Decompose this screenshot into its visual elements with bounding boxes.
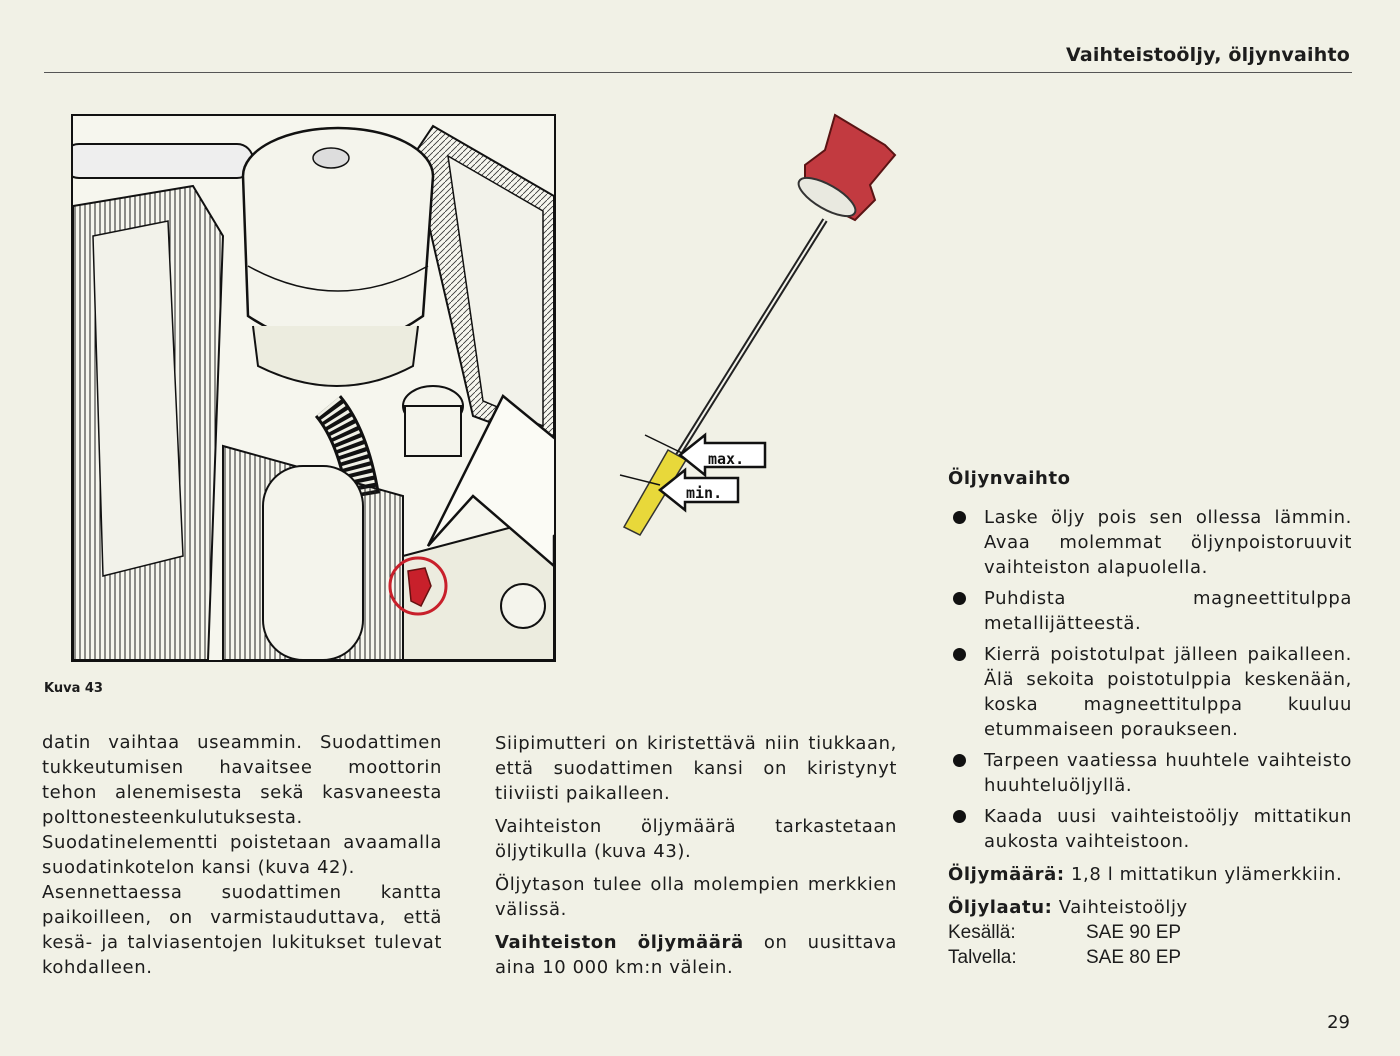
text-column-2 — [495, 731, 897, 988]
list-item — [948, 586, 1352, 636]
bold-term: Vaihteiston öljymäärä — [495, 932, 744, 953]
oil-quality-value: Vaihteistoöljy — [1052, 897, 1188, 918]
summer-oil-row — [948, 920, 1352, 945]
list-item-text: Laske öljy pois sen ollessa lämmin. Avaa molemmat öljynpoistoruuvit vaihteiston alapuolella. — [984, 507, 1352, 578]
list-item-text: Puhdista magneettitulppa metallijätteestä. — [984, 588, 1352, 634]
list-item-text: Kaada uusi vaihteistoöljy mittatikun aukosta vaihteistoon. — [984, 806, 1352, 852]
figure-caption: Kuva 43 — [44, 681, 103, 696]
summer-label: Kesällä: — [948, 922, 1016, 943]
list-item — [948, 505, 1352, 580]
header-divider — [44, 72, 1352, 73]
text-column-3 — [948, 466, 1352, 970]
dipstick-illustration — [600, 105, 910, 549]
engine-illustration — [71, 114, 556, 662]
winter-oil-row — [948, 945, 1352, 970]
bullet-icon — [953, 810, 966, 823]
instruction-list — [948, 505, 1352, 854]
paragraph-text: on uusittava aina 10 000 km:n välein. — [495, 932, 897, 978]
text-column-1 — [42, 730, 442, 980]
oil-quality-label: Öljylaatu: — [948, 897, 1053, 918]
dipstick-max-label: max. — [708, 450, 745, 468]
bullet-icon — [953, 754, 966, 767]
list-item-text: Kierrä poistotulpat jälleen paikalleen. Älä sekoita poistotulppia keskenään, koska magneettitulppa kuuluu etummaiseen poraukseen. — [984, 644, 1352, 740]
summer-value: SAE 90 EP — [1086, 922, 1182, 943]
list-item-text: Tarpeen vaatiessa huuhtele vaihteisto huuhteluöljyllä. — [984, 750, 1352, 796]
dipstick-min-label: min. — [686, 484, 723, 502]
section-heading: Öljynvaihto — [948, 468, 1071, 489]
paragraph: Vaihteiston öljymäärä tarkastetaan öljytikulla (kuva 43). — [495, 816, 897, 862]
winter-label: Talvella: — [948, 947, 1017, 968]
bullet-icon — [953, 511, 966, 524]
bullet-icon — [953, 592, 966, 605]
page-number: 29 — [1327, 1012, 1350, 1033]
winter-value: SAE 80 EP — [1086, 947, 1182, 968]
oil-amount-value: 1,8 l mittatikun ylämerkkiin. — [1064, 864, 1343, 885]
paragraph: Öljytason tulee olla molempien merkkien välissä. — [495, 874, 897, 920]
paragraph — [495, 930, 897, 980]
list-item — [948, 804, 1352, 854]
page-header-title: Vaihteistoöljy, öljynvaihto — [1065, 44, 1350, 66]
list-item — [948, 748, 1352, 798]
oil-amount-label: Öljymäärä: — [948, 864, 1065, 885]
paragraph: Asennettaessa suodattimen kantta paikoilleen, on varmistauduttava, että kesä- ja talviasentojen lukitukset tulevat kohdalleen. — [42, 882, 442, 978]
list-item — [948, 642, 1352, 742]
bullet-icon — [953, 648, 966, 661]
engine-drawing — [73, 116, 554, 660]
paragraph: datin vaihtaa useammin. Suodattimen tukkeutumisen havaitsee moottorin tehon alenemisesta sekä kasvaneesta polttonesteenkulutuksesta. Suodatinelementti poistetaan avaamalla suodatinkotelon kansi (kuva 42). — [42, 732, 442, 878]
oil-quality-row — [948, 895, 1352, 920]
dipstick-drawing — [600, 105, 910, 545]
paragraph: Siipimutteri on kiristettävä niin tiukkaan, että suodattimen kansi on kiristynyt tiiviisti paikalleen. — [495, 733, 897, 804]
oil-amount-row — [948, 862, 1352, 887]
